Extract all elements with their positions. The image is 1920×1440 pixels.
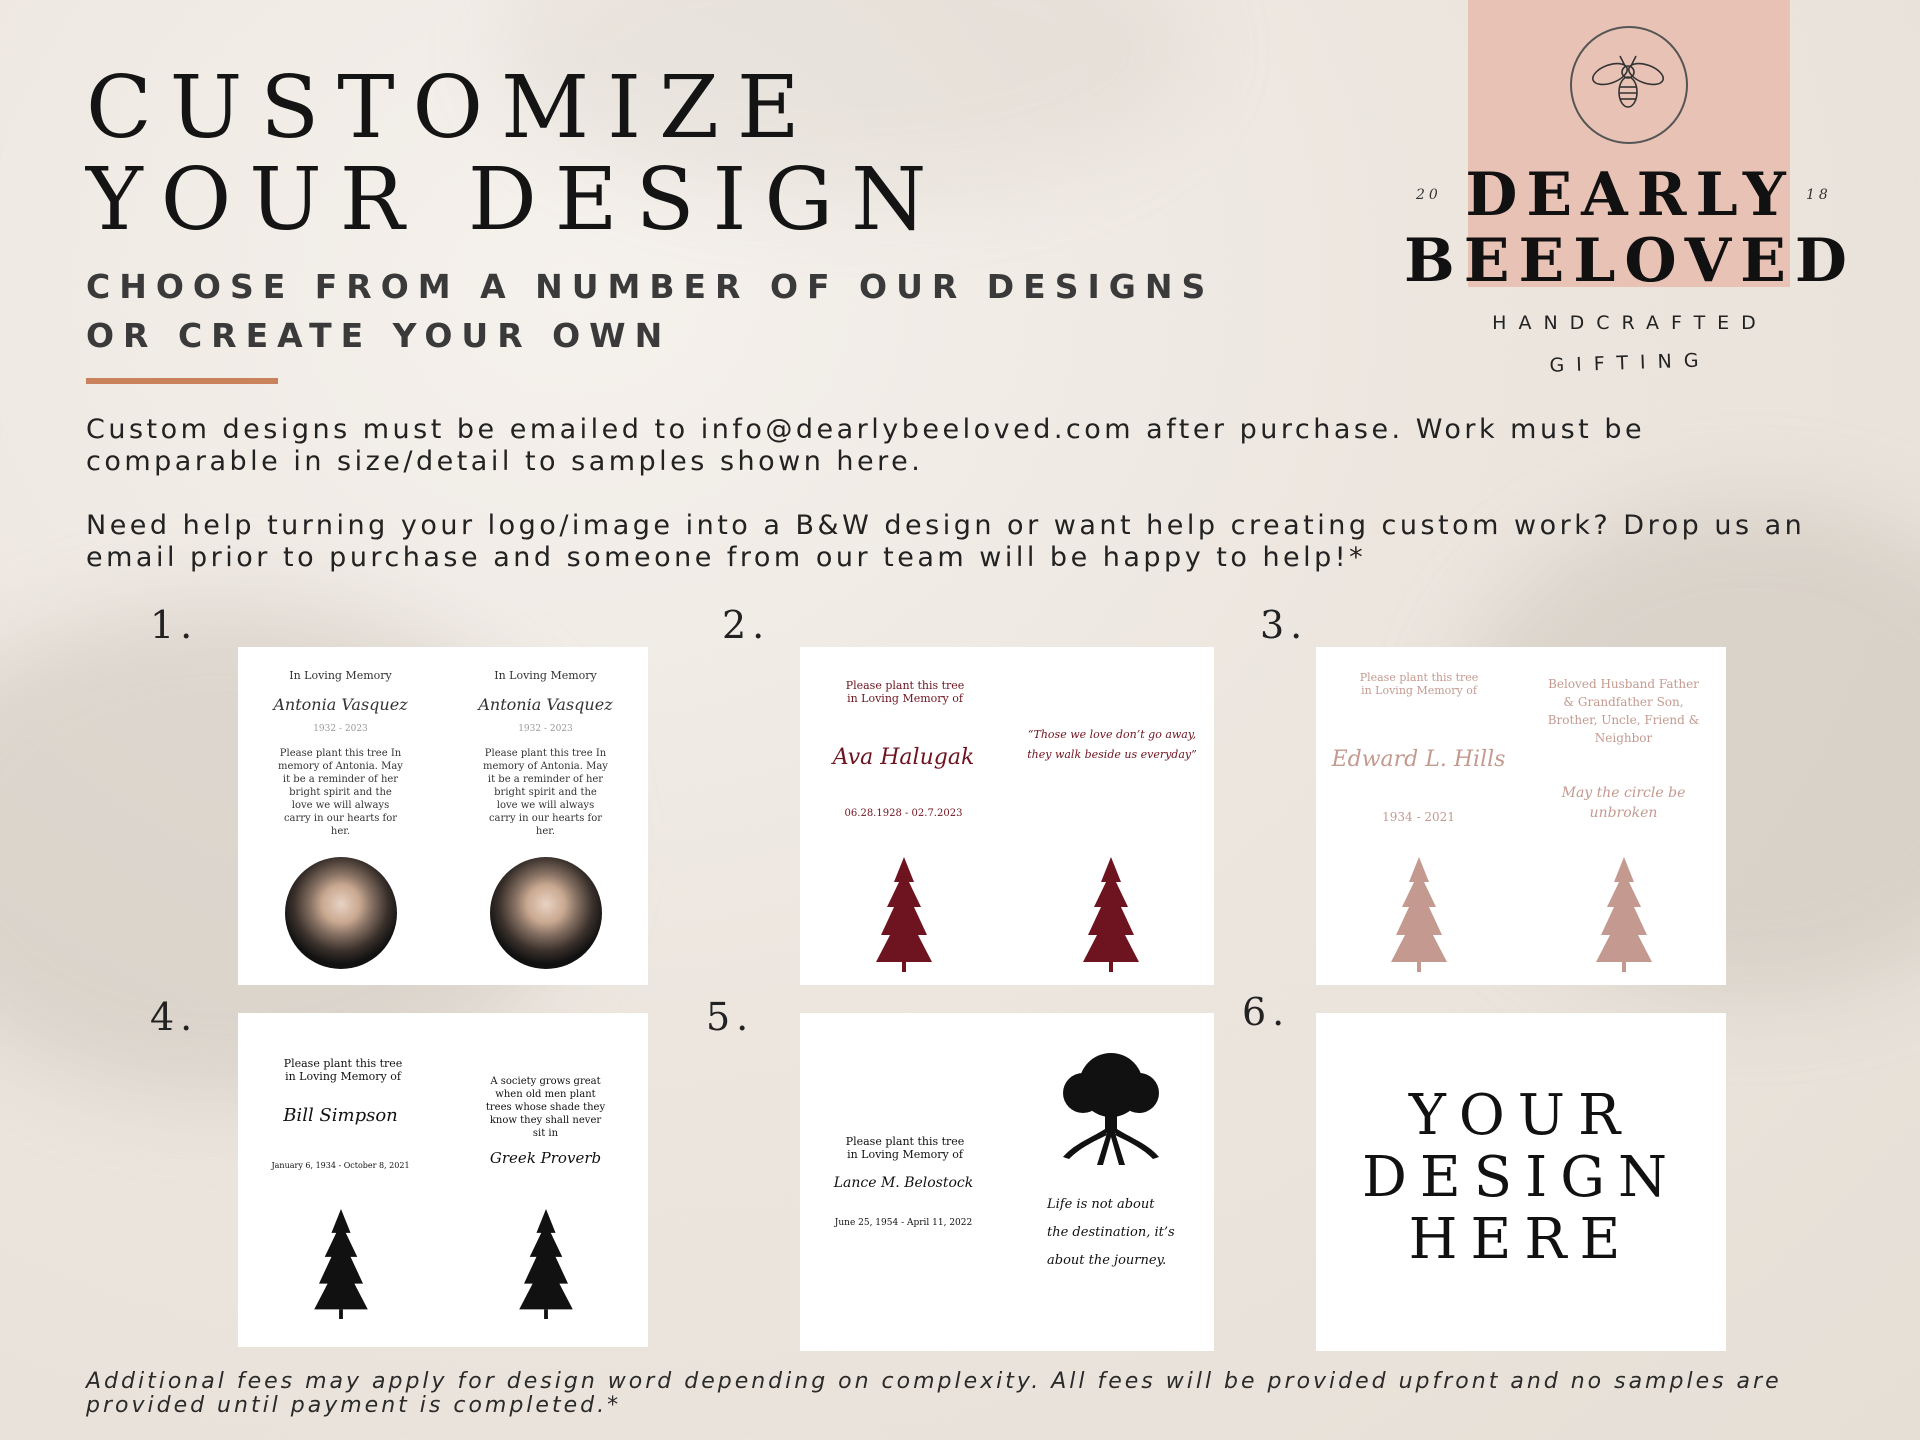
- card-dates: 06.28.1928 - 02.7.2023: [844, 808, 963, 819]
- footnote: Additional fees may apply for design word depending on complexity. All fees will be provided upfront and no samples are provided until payment is completed.*: [86, 1369, 1782, 1418]
- page-subtitle: CHOOSE FROM A NUMBER OF OUR DESIGNS OR CREATE YOUR OWN: [86, 267, 1215, 355]
- design-card-6[interactable]: [1316, 1013, 1726, 1351]
- card-heading: Please plant this tree in Loving Memory of: [1359, 671, 1479, 697]
- card-quote: “Those we love don’t go away, they walk beside us everyday”: [1027, 728, 1197, 761]
- placeholder-line-1: YOUR: [1408, 1083, 1634, 1148]
- logo-year-right: 18: [1806, 187, 1832, 203]
- card-name: Antonia Vasquez: [478, 695, 613, 714]
- card-name: Edward L. Hills: [1331, 747, 1506, 772]
- design-number-1: 1.: [150, 603, 199, 647]
- portrait-photo: [490, 857, 602, 969]
- title-line-2: YOUR DESIGN: [86, 150, 945, 250]
- card-panel-right: [1007, 1013, 1214, 1351]
- title-line-1: CUSTOMIZE: [86, 58, 818, 158]
- design-card-4[interactable]: [238, 1013, 648, 1347]
- design-card-1[interactable]: [238, 647, 648, 985]
- pine-tree-icon: [1389, 857, 1449, 972]
- design-number-2: 2.: [722, 603, 771, 647]
- design-card-5[interactable]: [800, 1013, 1214, 1351]
- card-panel-left: [1316, 647, 1521, 985]
- card-name: Bill Simpson: [283, 1105, 398, 1126]
- page-title: [86, 58, 945, 250]
- your-design-placeholder: [1316, 1085, 1726, 1271]
- card-dates: June 25, 1954 - April 11, 2022: [834, 1218, 973, 1228]
- design-number-4: 4.: [150, 995, 199, 1039]
- pine-tree-icon: [311, 1209, 371, 1319]
- card-dates: 1932 - 2023: [313, 724, 368, 734]
- design-number-3: 3.: [1260, 603, 1309, 647]
- card-name: Ava Halugak: [832, 745, 975, 770]
- accent-divider: [86, 378, 278, 384]
- card-name: Antonia Vasquez: [273, 695, 408, 714]
- card-panel-right: [1521, 647, 1726, 985]
- placeholder-line-2: DESIGN: [1362, 1145, 1680, 1210]
- card-message: Please plant this tree In memory of Antonia. May it be a reminder of her bright spirit and the love we will always carry in our hearts for her.: [483, 748, 608, 837]
- pine-tree-icon: [516, 1209, 576, 1319]
- card-name: Lance M. Belostock: [833, 1175, 974, 1191]
- logo-name-line-1: DEARLY: [1465, 160, 1795, 230]
- portrait-photo: [285, 857, 397, 969]
- design-number-5: 5.: [706, 995, 755, 1039]
- intro-paragraph-1: Custom designs must be emailed to info@dearlybeeloved.com after purchase. Work must be comparable in size/detail to samples shown here.: [86, 414, 1646, 477]
- card-panel-left: [238, 1013, 443, 1347]
- card-heading: Please plant this tree in Loving Memory of: [845, 679, 965, 705]
- design-card-2[interactable]: [800, 647, 1214, 985]
- card-panel-left: [800, 1013, 1007, 1351]
- intro-paragraph-2: Need help turning your logo/image into a B&W design or want help creating custom work? Drop us an email prior to purchase and someone from our team will be happy to help!*: [86, 510, 1806, 573]
- card-heading: Please plant this tree in Loving Memory of: [283, 1057, 403, 1083]
- pine-tree-icon: [1594, 857, 1654, 972]
- card-panel-left: [800, 647, 1007, 985]
- card-script: Life is not about the destination, it’s about the journey.: [1047, 1197, 1175, 1268]
- tree-of-life-icon: [1049, 1049, 1173, 1169]
- pine-tree-icon: [1081, 857, 1141, 972]
- card-panel-right: [443, 647, 648, 985]
- card-dates: January 6, 1934 - October 8, 2021: [271, 1161, 410, 1170]
- card-panel-left: [238, 647, 443, 985]
- card-quote: A society grows great when old men plant trees whose shade they know they shall never sit in: [485, 1076, 606, 1139]
- card-attribution: Greek Proverb: [489, 1149, 602, 1167]
- logo-year-left: 20: [1416, 187, 1442, 203]
- card-dates: 1934 - 2021: [1382, 810, 1455, 824]
- card-panel-right: [443, 1013, 648, 1347]
- placeholder-line-3: HERE: [1408, 1207, 1634, 1272]
- design-card-3[interactable]: [1316, 647, 1726, 985]
- card-heading: In Loving Memory: [289, 669, 392, 682]
- card-heading: Please plant this tree in Loving Memory of: [845, 1135, 965, 1161]
- card-roles: Beloved Husband Father & Grandfather Son, Brother, Uncle, Friend & Neighbor: [1547, 677, 1700, 745]
- card-script: May the circle be unbroken: [1561, 785, 1686, 821]
- card-heading: In Loving Memory: [494, 669, 597, 682]
- logo-tagline: HANDCRAFTED: [1492, 312, 1768, 334]
- logo-tagline-2: GIFTING: [1549, 349, 1711, 377]
- card-dates: 1932 - 2023: [518, 724, 573, 734]
- card-panel-right: [1007, 647, 1214, 985]
- logo-name-line-2: BEELOVED: [1404, 226, 1856, 296]
- design-number-6: 6.: [1242, 990, 1291, 1034]
- bee-icon: [1580, 36, 1676, 132]
- pine-tree-icon: [874, 857, 934, 972]
- card-message: Please plant this tree In memory of Antonia. May it be a reminder of her bright spirit and the love we will always carry in our hearts for her.: [278, 748, 403, 837]
